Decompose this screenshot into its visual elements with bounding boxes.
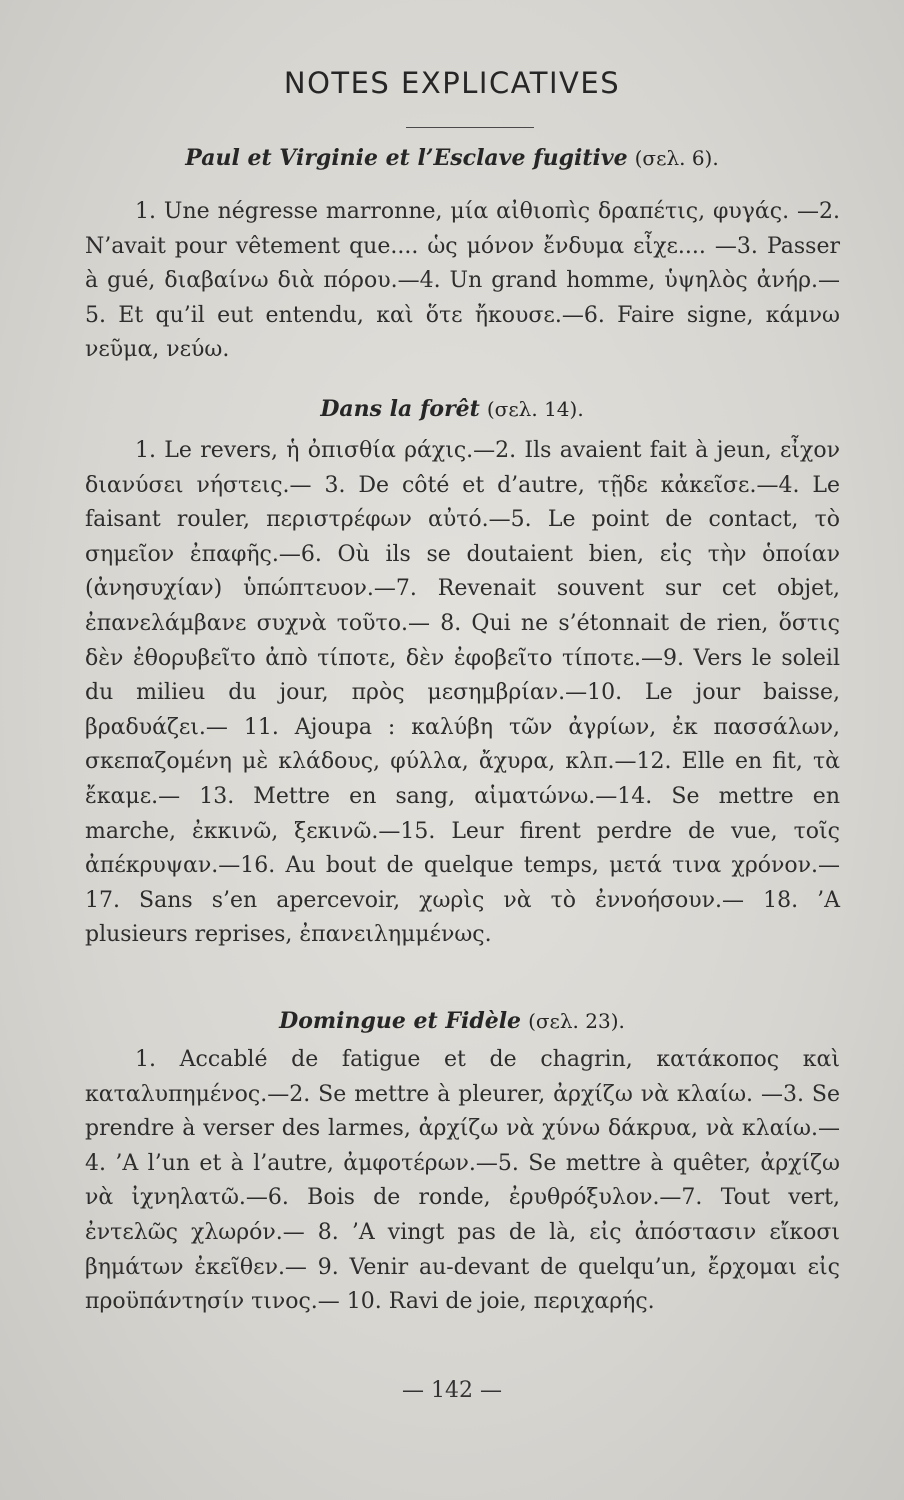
section-title-text: Dans la forêt xyxy=(320,396,480,422)
section-body-domingue-et-fidele: 1. Accablé de fatigue et de chagrin, κατάκοπος καὶ καταλυπημένος.—2. Se mettre à pleurer, ἀρχίζω νὰ κλαίω. —3. Se prendre à verser des larmes, ἀρχίζω νὰ χύνω δάκρυα, νὰ κλαίω.—4. ’A l’un et à l’autre, ἀμφοτέρων.—5. Se mettre à quêter, ἀρχίζω νὰ ἰχνηλατῶ.—6. Bois de ronde, ἐρυθρόξυλον.—7. Tout vert, ἐντελῶς χλωρόν.— 8. ’A vingt pas de là, εἰς ἀπόστασιν εἴκοσι βημάτων ἐκεῖθεν.— 9. Venir au-devant de quelqu’un, ἔρχομαι εἰς προϋπάντησίν τινος.— 10. Ravi de joie, περιχαρής. xyxy=(85,1047,840,1315)
section-page-ref: (σελ. 14). xyxy=(486,397,584,421)
section-body-paul-et-virginie: 1. Une négresse marronne, μία αἰθιοπὶς δραπέτις, φυγάς. —2. N’avait pour vêtement que.... ὡς μόνον ἔνδυμα εἶχε.... —3. Passer à gué, διαβαίνω διὰ πόρου.—4. Un grand homme, ὑψηλὸς ἀνήρ.—5. Et qu’il eut entendu, καὶ ὅτε ἤκουσε.—6. Faire signe, κάμνω νεῦμα, νεύω. xyxy=(85,199,840,363)
section-page-ref: (σελ. 6). xyxy=(634,146,719,170)
section-title-text: Paul et Virginie et l’Esclave fugitive xyxy=(185,145,628,171)
section-body-dans-la-foret: 1. Le revers, ἡ ὀπισθία ράχις.—2. Ils avaient fait à jeun, εἶχον διανύσει νήστεις.— 3. De côté et d’autre, τῇδε κἀκεῖσε.—4. Le faisant rouler, περιστρέφων αὐτό.—5. Le point de contact, τὸ σημεῖον ἐπαφῆς.—6. Où ils se doutaient bien, εἰς τὴν ὁποίαν (ἀνησυχίαν) ὑπώπτευον.—7. Revenait souvent sur cet objet, ἐπανελάμβανε συχνὰ τοῦτο.— 8. Qui ne s’étonnait de rien, ὅστις δὲν ἐθορυβεῖτο ἀπὸ τίποτε, δὲν ἐφοβεῖτο τίποτε.—9. Vers le soleil du milieu du jour, πρὸς μεσημβρίαν.—10. Le jour baisse, βραδυάζει.— 11. Ajoupa : καλύβη τῶν ἀγρίων, ἐκ πασσάλων, σκεπαζομένη μὲ κλάδους, φύλλα, ἄχυρα, κλπ.—12. Elle en fit, τὰ ἔκαμε.— 13. Mettre en sang, αἱματώνω.—14. Se mettre en marche, ἐκκινῶ, ξεκινῶ.—15. Leur firent perdre de vue, τοῖς ἀπέκρυψαν.—16. Au bout de quelque temps, μετά τινα χρόνον.—17. Sans s’en apercevoir, χωρὶς νὰ τὸ ἐννοήσουν.— 18. ’A plusieurs reprises, ἐπανειλημμένως. xyxy=(85,438,840,948)
section-title-text: Domingue et Fidèle xyxy=(279,1008,522,1034)
section-title-dans-la-foret xyxy=(0,396,904,422)
page-header: NOTES EXPLICATIVES xyxy=(283,66,621,100)
section-title-domingue-et-fidele xyxy=(0,1008,904,1034)
page-number: — 142 — xyxy=(402,1378,502,1403)
section-page-ref: (σελ. 23). xyxy=(528,1009,625,1033)
section-title-paul-et-virginie xyxy=(0,145,904,171)
header-rule xyxy=(406,127,534,128)
